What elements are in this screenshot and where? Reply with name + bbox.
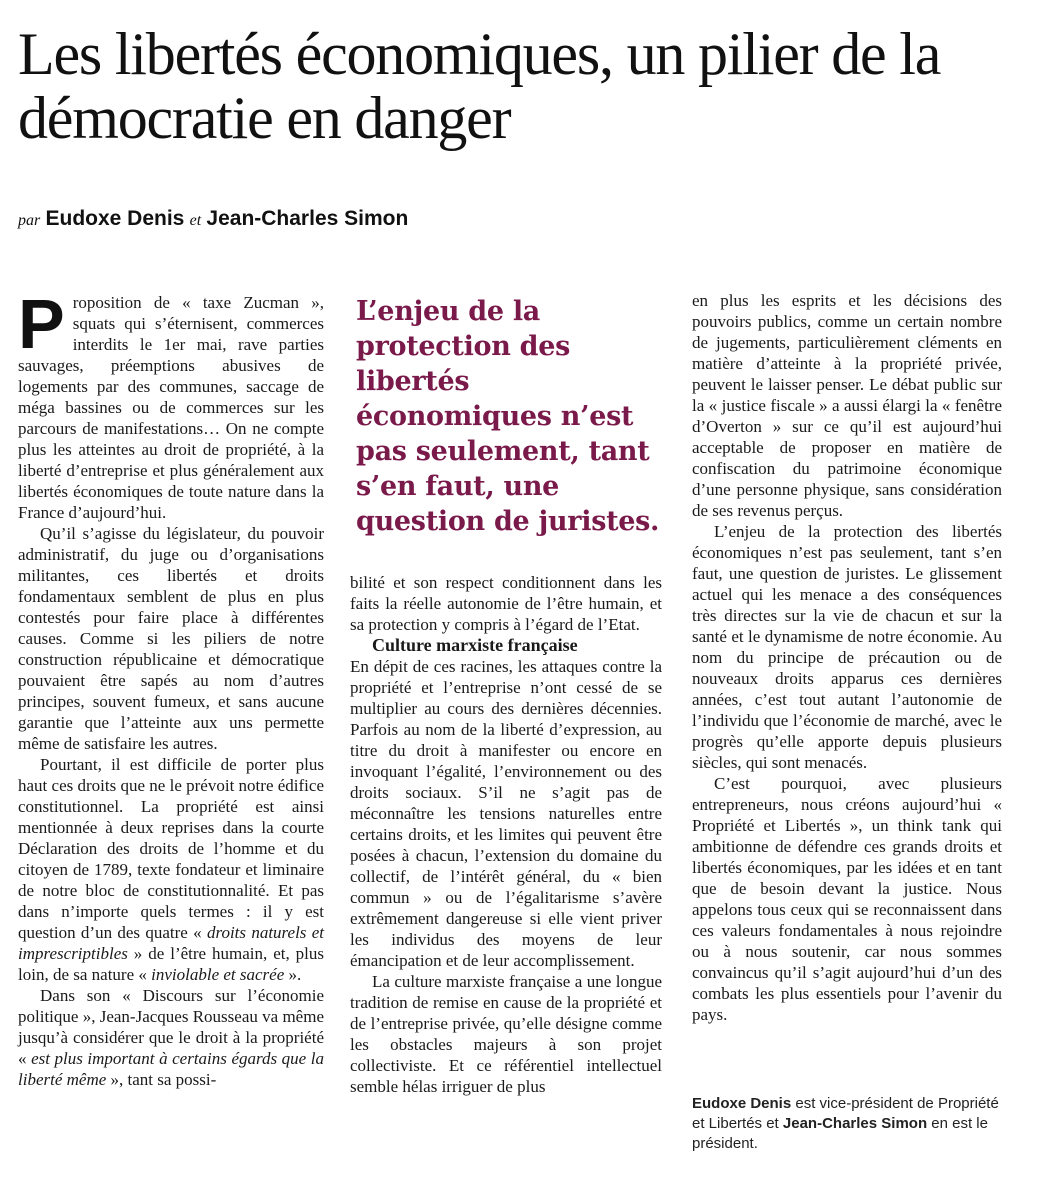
text-run: Dans son « Discours sur l’économie politique », Jean-Jacques Rousseau va même jusqu’à considérer que le droit à la propriété « xyxy=(18,986,324,1068)
text-run: », tant sa possi- xyxy=(106,1070,217,1089)
paragraph xyxy=(18,754,324,985)
pull-quote: L’enjeu de la protection des libertés économiques n’est pas seulement, tant s’en faut, une question de juristes. xyxy=(356,296,660,537)
paragraph: bilité et son respect conditionnent dans les faits la réelle autonomie de l’être humain, et sa protection y compris à l’égard de l’Etat. xyxy=(350,573,662,634)
byline-conjunction: et xyxy=(189,212,202,229)
bio-text: est vice-président de Propriété et Libertés et xyxy=(692,1095,999,1132)
article-column-1 xyxy=(18,285,325,1090)
byline-prefix: par xyxy=(18,212,41,229)
byline xyxy=(18,206,408,231)
text-run: ». xyxy=(284,965,302,984)
text-run: Pourtant, il est difficile de porter plus haut ces droits que ne le prévoit notre édifice constitutionnel. La propriété est ainsi mentionnée à deux reprises dans la courte Déclaration des droits de l’homme et du citoyen de 1789, texte fondateur et liminaire de notre bloc de constitutionnalité. Et pas dans n’importe quels termes : il y est question d’un des quatre « xyxy=(18,755,324,942)
paragraph: Qu’il s’agisse du législateur, du pouvoir administratif, du juge ou d’organisations militantes, ces libertés et droits fondamentaux semblent de plus en plus contestés pour faire place à différentes causes. Comme si les piliers de notre construction républicaine et démocratique pouvaient être sapés au nom d’autres principes, souvent fumeux, et sans aucune garantie que l’atteinte aux uns permette même de satisfaire les autres. xyxy=(18,524,324,753)
paragraph xyxy=(18,285,324,523)
author-bio xyxy=(692,1094,1002,1154)
article-column-3 xyxy=(692,290,1002,1025)
section-subheading: Culture marxiste française xyxy=(372,635,578,655)
author-name-1: Eudoxe Denis xyxy=(45,207,185,230)
paragraph: La culture marxiste française a une longue tradition de remise en cause de la propriété et de l’entreprise privée, qu’elle désigne comme les obstacles majeurs à son projet collectiviste. Et ce référentiel intellectuel semble hélas irriguer de plus xyxy=(350,972,662,1096)
paragraph-text: roposition de « taxe Zucman », squats qui s’éternisent, commerces interdits le 1er mai, rave parties sauvages, préemptions abusives de logements par des communes, saccage de méga bassines ou de commerces sur les parcours de manifestations… On ne compte plus les atteintes au droit de propriété, à la liberté d’entreprise et plus généralement aux libertés économiques de toute nature dans la France d’aujourd’hui. xyxy=(18,293,324,522)
paragraph: C’est pourquoi, avec plusieurs entrepreneurs, nous créons aujourd’hui « Propriété et Libertés », un think tank qui ambitionne de défendre ces grands droits et libertés économiques, par les idées et en tant que de besoin devant la justice. Nous appelons tous ceux qui se reconnaissent dans ces valeurs fondamentales à nous rejoindre ou à nous soutenir, car nous sommes convaincus qu’il s’agit aujourd’hui d’un des combats les plus essentiels pour l’avenir du pays. xyxy=(692,774,1002,1024)
paragraph xyxy=(18,985,324,1090)
drop-cap: P xyxy=(18,285,65,363)
paragraph: en plus les esprits et les décisions des pouvoirs publics, comme un certain nombre de jugements, particulièrement cléments en matière d’atteinte à la propriété privée, peuvent le laisser penser. Le débat public sur la « justice fiscale » a aussi élargi la « fenêtre d’Overton » sur ce qu’il est aujourd’hui acceptable de proposer en matière de confiscation du patrimoine économique d’une personne physique, sans considération de ses revenus perçus. xyxy=(692,291,1002,520)
author-name-2: Jean-Charles Simon xyxy=(206,207,409,230)
bio-author-name-1: Eudoxe Denis xyxy=(692,1095,792,1112)
article-headline: Les libertés économiques, un pilier de la démocratie en danger xyxy=(18,21,941,151)
bio-author-name-2: Jean-Charles Simon xyxy=(782,1115,928,1132)
quote-emphasis: inviolable et sacrée xyxy=(151,965,285,984)
article-column-2 xyxy=(350,572,662,1097)
quote-emphasis: est plus important à certains égards que la liberté même xyxy=(18,1049,325,1089)
text-run: » de l’être humain, et, plus loin, de sa nature « xyxy=(18,944,324,984)
paragraph: En dépit de ces racines, les attaques contre la propriété et l’entreprise n’ont cessé de se multiplier au cours des dernières décennies. Parfois au nom de la liberté d’expression, au titre du droit à manifester ou encore en invoquant l’égalité, l’environnement ou des droits sociaux. S’il ne s’agit pas de méconnaître les tensions naturelles entre certains droits, et les limites qui peuvent être posées à chacun, l’extension du domaine du collectif, de l’intérêt général, du « bien commun » ou de l’égalitarisme s’avère extrêmement dangereuse si elle vient priver les individus des moyens de leur émancipation et de leur accomplissement. xyxy=(350,657,662,970)
quote-emphasis: droits naturels et imprescriptibles xyxy=(18,923,324,963)
paragraph: L’enjeu de la protection des libertés économiques n’est pas seulement, tant s’en faut, une question de juristes. Le glissement actuel qui les menace a des conséquences très directes sur la vie de chacun et sur la santé et le dynamisme de notre économie. Au nom du principe de précaution ou de nouveaux droits apparus ces dernières années, c’est tout autant l’autonomie de l’individu que l’économie de marché, avec le progrès qu’elle apporte depuis plusieurs siècles, qui sont menacés. xyxy=(692,522,1002,772)
bio-text: en est le président. xyxy=(692,1115,988,1152)
